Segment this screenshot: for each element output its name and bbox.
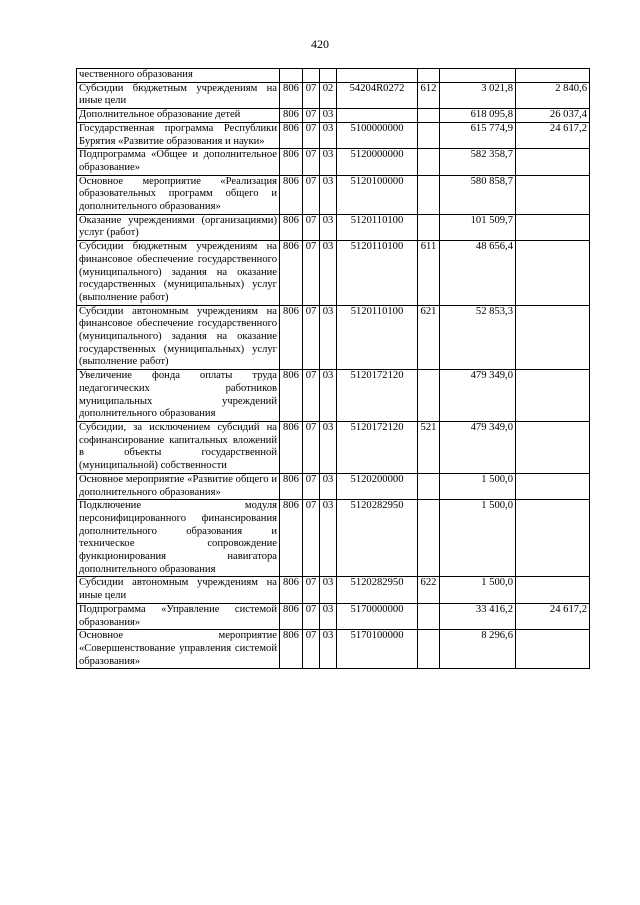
cell-amount: 3 021,8 [440,82,516,108]
cell-expense-type [418,149,440,175]
cell-expense-type: 622 [418,577,440,603]
budget-table [76,68,590,669]
cell-name: чественного образования [77,69,280,83]
cell-name: Дополнительное образование детей [77,109,280,123]
cell-name: Подпрограмма «Управление системой образования» [77,603,280,629]
cell-subsection-code: 03 [320,214,337,240]
cell-amount-federal [516,577,590,603]
cell-amount-federal [516,421,590,473]
table-row [77,473,590,499]
cell-name: Субсидии автономным учреждениям на финансовое обеспечение государственного (муниципального) задания на оказание государственных (муниципальных) услуг (выполнение работ) [77,305,280,370]
cell-ministry-code [280,69,303,83]
table-row [77,421,590,473]
cell-expense-type [418,175,440,214]
table-row [77,241,590,306]
table-row [77,577,590,603]
cell-amount: 479 349,0 [440,370,516,422]
cell-target-article [337,69,418,83]
cell-expense-type [418,109,440,123]
cell-amount-federal [516,305,590,370]
cell-ministry-code: 806 [280,175,303,214]
cell-expense-type [418,122,440,148]
cell-expense-type: 521 [418,421,440,473]
table-row [77,214,590,240]
cell-section-code: 07 [303,175,320,214]
cell-amount-federal [516,214,590,240]
cell-subsection-code: 03 [320,109,337,123]
cell-amount-federal [516,241,590,306]
cell-expense-type [418,69,440,83]
cell-ministry-code: 806 [280,370,303,422]
cell-amount-federal [516,630,590,669]
cell-subsection-code: 02 [320,82,337,108]
cell-section-code: 07 [303,500,320,577]
cell-target-article: 5170100000 [337,630,418,669]
cell-subsection-code: 03 [320,421,337,473]
cell-ministry-code: 806 [280,214,303,240]
cell-amount: 33 416,2 [440,603,516,629]
cell-expense-type [418,473,440,499]
cell-target-article: 5100000000 [337,122,418,148]
cell-expense-type [418,370,440,422]
cell-section-code: 07 [303,82,320,108]
cell-name: Субсидии бюджетным учреждениям на финансовое обеспечение государственного (муниципального) задания на оказание государственных (муниципальных) услуг (выполнение работ) [77,241,280,306]
cell-subsection-code: 03 [320,370,337,422]
cell-name: Оказание учреждениями (организациями) услуг (работ) [77,214,280,240]
cell-target-article: 54204R0272 [337,82,418,108]
cell-name: Увеличение фонда оплаты труда педагогических работников муниципальных учреждений дополнительного образования [77,370,280,422]
cell-name: Основное мероприятие «Реализация образовательных программ общего и дополнительного образования» [77,175,280,214]
table-row [77,305,590,370]
cell-subsection-code [320,69,337,83]
cell-ministry-code: 806 [280,421,303,473]
cell-amount-federal [516,500,590,577]
cell-target-article: 5120172120 [337,370,418,422]
cell-expense-type [418,630,440,669]
cell-name: Субсидии автономным учреждениям на иные цели [77,577,280,603]
cell-subsection-code: 03 [320,577,337,603]
cell-expense-type [418,214,440,240]
table-row [77,603,590,629]
cell-target-article: 5120110100 [337,241,418,306]
cell-amount-federal [516,370,590,422]
cell-amount-federal [516,175,590,214]
cell-target-article: 5120172120 [337,421,418,473]
table-row [77,370,590,422]
cell-expense-type: 612 [418,82,440,108]
cell-target-article: 5120110100 [337,214,418,240]
cell-ministry-code: 806 [280,241,303,306]
cell-section-code: 07 [303,122,320,148]
table-row [77,149,590,175]
cell-section-code: 07 [303,149,320,175]
cell-ministry-code: 806 [280,82,303,108]
cell-amount-federal: 24 617,2 [516,603,590,629]
cell-target-article [337,109,418,123]
cell-subsection-code: 03 [320,305,337,370]
cell-ministry-code: 806 [280,473,303,499]
cell-section-code: 07 [303,305,320,370]
cell-amount: 8 296,6 [440,630,516,669]
cell-ministry-code: 806 [280,603,303,629]
cell-subsection-code: 03 [320,630,337,669]
page-number: 420 [311,37,329,51]
cell-ministry-code: 806 [280,577,303,603]
cell-target-article: 5120282950 [337,577,418,603]
table-body [77,69,590,669]
cell-target-article: 5170000000 [337,603,418,629]
cell-amount-federal [516,473,590,499]
cell-name: Подпрограмма «Общее и дополнительное образование» [77,149,280,175]
cell-expense-type [418,500,440,577]
cell-amount [440,69,516,83]
cell-section-code: 07 [303,421,320,473]
cell-ministry-code: 806 [280,630,303,669]
cell-name: Основное мероприятие «Развитие общего и дополнительного образования» [77,473,280,499]
cell-subsection-code: 03 [320,122,337,148]
cell-target-article: 5120110100 [337,305,418,370]
cell-section-code: 07 [303,577,320,603]
cell-name: Субсидии бюджетным учреждениям на иные цели [77,82,280,108]
cell-name: Основное мероприятие «Совершенствование управления системой образования» [77,630,280,669]
table-row [77,122,590,148]
table-row [77,500,590,577]
cell-amount: 1 500,0 [440,473,516,499]
cell-target-article: 5120100000 [337,175,418,214]
cell-amount-federal: 24 617,2 [516,122,590,148]
cell-section-code: 07 [303,109,320,123]
cell-target-article: 5120200000 [337,473,418,499]
cell-subsection-code: 03 [320,241,337,306]
cell-subsection-code: 03 [320,500,337,577]
cell-subsection-code: 03 [320,473,337,499]
table-row [77,69,590,83]
cell-section-code: 07 [303,630,320,669]
cell-amount: 101 509,7 [440,214,516,240]
cell-expense-type: 611 [418,241,440,306]
cell-amount: 582 358,7 [440,149,516,175]
cell-amount-federal: 26 037,4 [516,109,590,123]
cell-expense-type [418,603,440,629]
cell-amount: 1 500,0 [440,500,516,577]
cell-amount-federal [516,69,590,83]
cell-ministry-code: 806 [280,305,303,370]
table-row [77,630,590,669]
cell-subsection-code: 03 [320,603,337,629]
cell-section-code: 07 [303,473,320,499]
cell-target-article: 5120282950 [337,500,418,577]
cell-ministry-code: 806 [280,122,303,148]
cell-target-article: 5120000000 [337,149,418,175]
cell-section-code: 07 [303,241,320,306]
cell-subsection-code: 03 [320,149,337,175]
cell-name: Государственная программа Республики Бурятия «Развитие образования и науки» [77,122,280,148]
cell-amount: 48 656,4 [440,241,516,306]
cell-amount: 615 774,9 [440,122,516,148]
cell-ministry-code: 806 [280,500,303,577]
cell-subsection-code: 03 [320,175,337,214]
cell-section-code: 07 [303,214,320,240]
cell-amount: 52 853,3 [440,305,516,370]
cell-name: Подключение модуля персонифицированного финансирования дополнительного образования и техническое сопровождение функционирования навигатора дополнительного образования [77,500,280,577]
cell-amount: 479 349,0 [440,421,516,473]
cell-amount: 618 095,8 [440,109,516,123]
cell-ministry-code: 806 [280,149,303,175]
cell-ministry-code: 806 [280,109,303,123]
cell-name: Субсидии, за исключением субсидий на софинансирование капитальных вложений в объекты государственной (муниципальной) собственности [77,421,280,473]
table-row [77,109,590,123]
cell-amount-federal [516,149,590,175]
cell-section-code [303,69,320,83]
cell-amount: 1 500,0 [440,577,516,603]
cell-amount: 580 858,7 [440,175,516,214]
cell-section-code: 07 [303,603,320,629]
table-row [77,175,590,214]
cell-amount-federal: 2 840,6 [516,82,590,108]
cell-expense-type: 621 [418,305,440,370]
table-row [77,82,590,108]
cell-section-code: 07 [303,370,320,422]
